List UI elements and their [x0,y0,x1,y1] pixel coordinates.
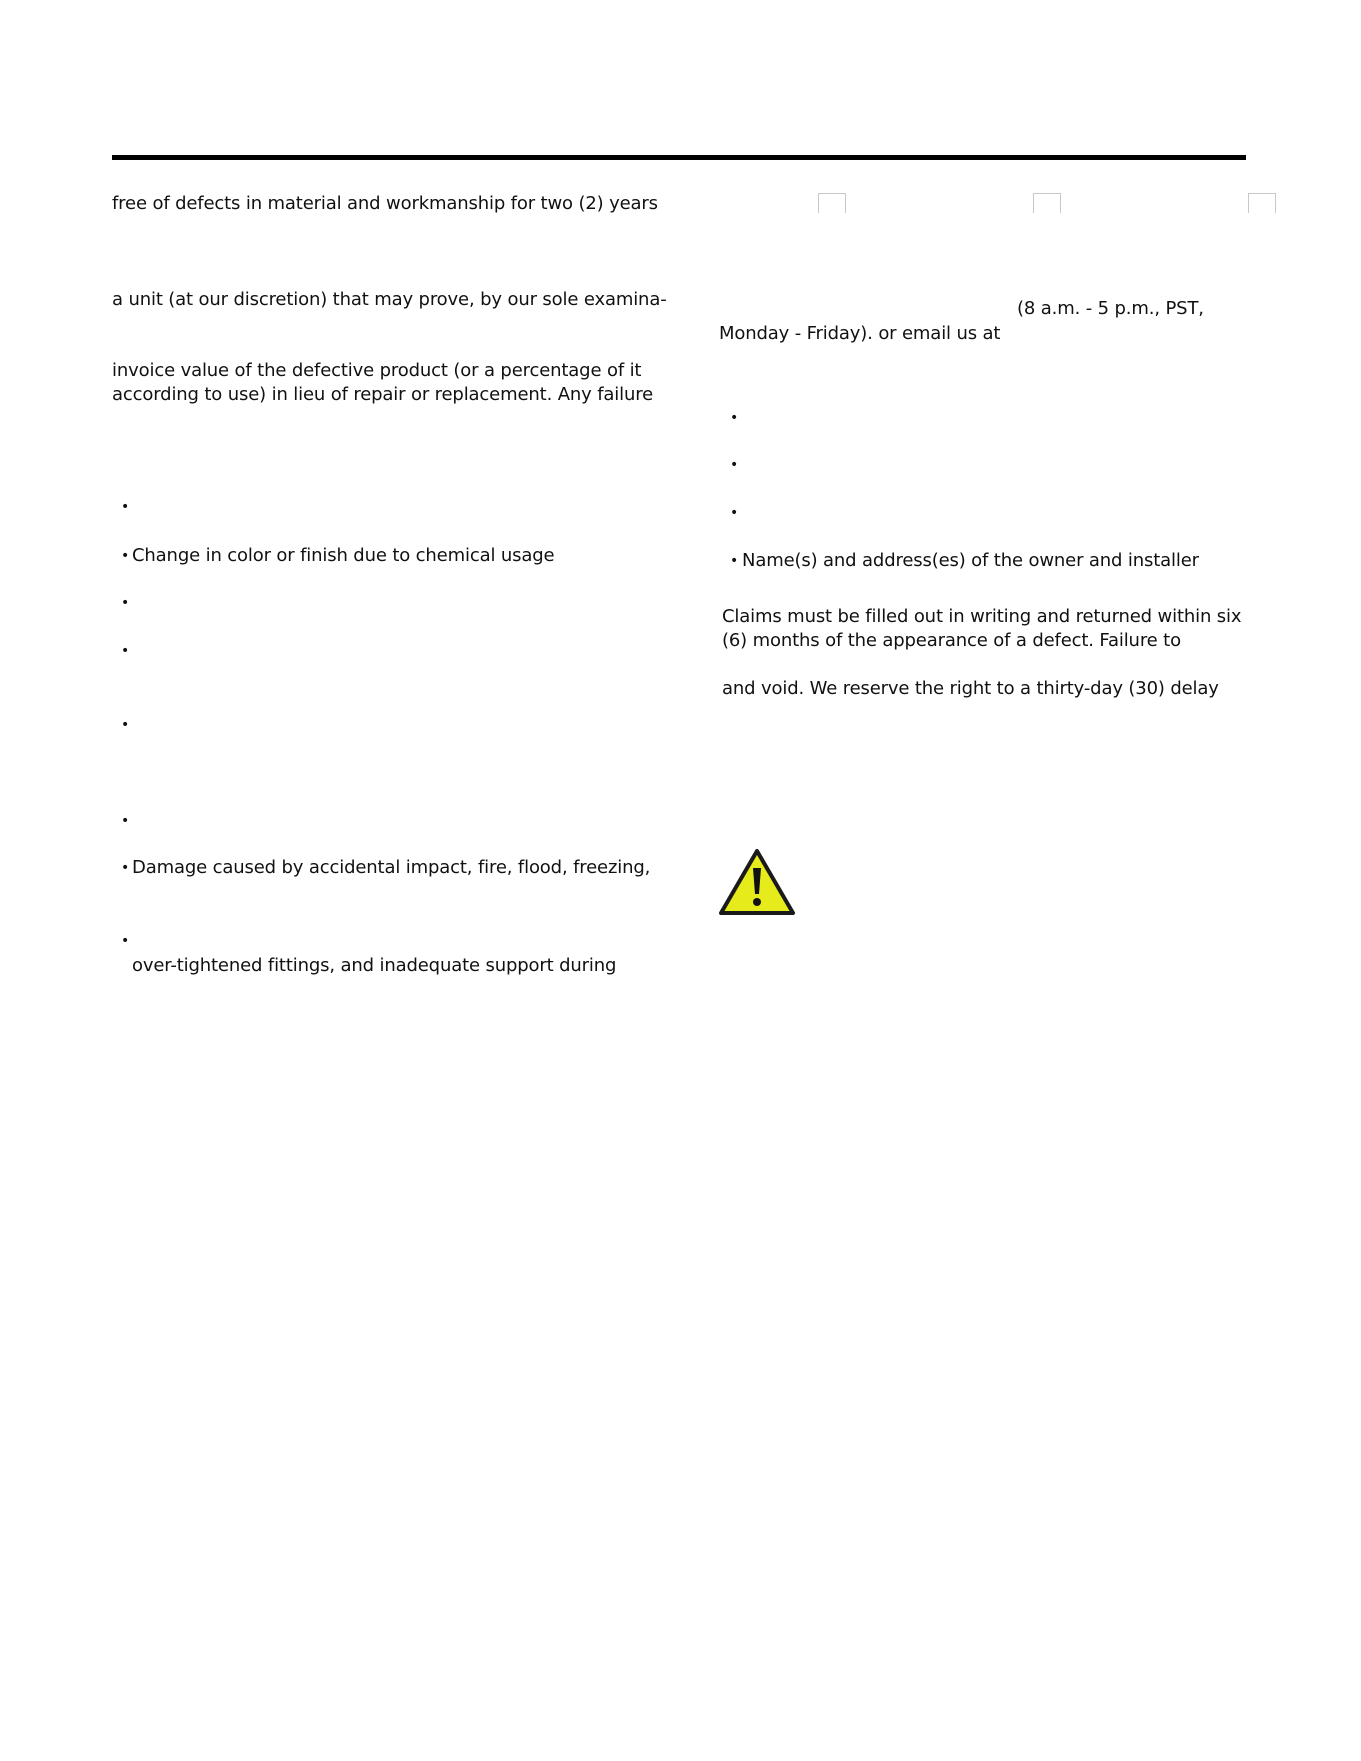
bullet-marker: • [121,933,130,949]
warranty-text-line-4: according to use) in lieu of repair or replacement. Any failure [112,384,654,405]
exclusion-item-2: Change in color or finish due to chemical usage [132,545,555,566]
bullet-marker: • [121,499,130,515]
warranty-text-line-2: a unit (at our discretion) that may prove, by our sole examina- [112,289,667,310]
exclusion-item-7: Damage caused by accidental impact, fire, flood, freezing, [132,857,651,878]
header-rule [112,155,1246,160]
bullet-marker: • [730,505,739,521]
bullet-marker: • [730,553,739,569]
warning-icon [717,846,797,918]
claims-line-2: (6) months of the appearance of a defect. Failure to [722,630,1181,651]
service-hours: (8 a.m. - 5 p.m., PST, [1017,298,1204,319]
checkbox[interactable] [818,193,846,213]
checkbox[interactable] [1033,193,1061,213]
claims-line-1: Claims must be filled out in writing and returned within six [722,606,1242,627]
bullet-marker: • [121,860,130,876]
bullet-marker: • [121,643,130,659]
claim-requirement-4: Name(s) and address(es) of the owner and installer [742,550,1199,571]
claims-line-3: and void. We reserve the right to a thirty-day (30) delay [722,678,1219,699]
bullet-marker: • [730,457,739,473]
bullet-marker: • [730,410,739,426]
checkbox[interactable] [1248,193,1276,213]
bullet-marker: • [121,595,130,611]
warranty-text-line-3: invoice value of the defective product (or a percentage of it [112,360,642,381]
bullet-marker: • [121,813,130,829]
contact-line: Monday - Friday). or email us at [719,323,1001,344]
exclusion-item-8-continued: over-tightened fittings, and inadequate support during [132,955,617,976]
warranty-text-line-1: free of defects in material and workmanship for two (2) years [112,193,658,214]
bullet-marker: • [121,548,130,564]
bullet-marker: • [121,717,130,733]
